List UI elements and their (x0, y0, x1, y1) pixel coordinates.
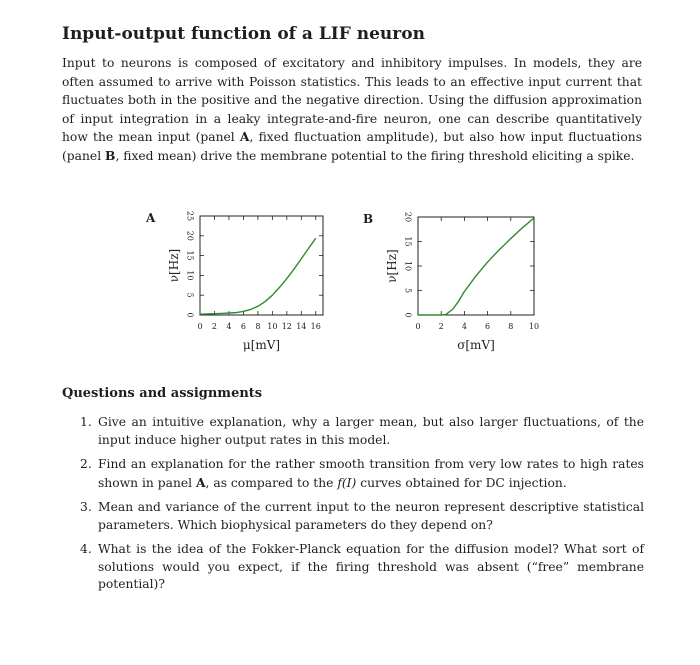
question-item (72, 456, 644, 492)
y-tick-label: 20 (185, 230, 195, 241)
question-item (72, 414, 644, 449)
y-tick-label: 10 (403, 260, 413, 272)
y-axis-label: ν[Hz] (385, 249, 399, 283)
y-axis-label: ν[Hz] (167, 248, 181, 283)
panel-label: A (146, 211, 156, 225)
x-tick-label: 10 (267, 322, 278, 331)
question-text-run: f(I) (337, 475, 357, 490)
x-tick-label: 6 (485, 322, 491, 331)
series-line (200, 238, 316, 314)
question-item (72, 499, 644, 534)
intro-run: , fixed fluctuation amplitude), but also how input fluctuations (panel (62, 130, 642, 163)
intro-run: B (105, 147, 116, 163)
question-text-run: What is the idea of the Fokker-Planck equation for the diffusion model? What sort of solutions would you expect, if the firing threshold was absent (“free” membrane potential)? (98, 542, 644, 591)
y-tick-label: 15 (185, 250, 195, 261)
intro-run: , fixed mean) drive the membrane potential to the firing threshold eliciting a spike. (115, 148, 635, 163)
questions-heading: Questions and assignments (62, 386, 263, 401)
question-text-run: Give an intuitive explanation, why a larger mean, but also larger fluctuations, of the input induce higher output rates in this model. (98, 415, 644, 447)
x-tick-label: 0 (197, 322, 203, 331)
y-tick-label: 5 (185, 292, 195, 298)
series-line (418, 218, 534, 315)
question-text-run: Find an explanation for the rather smooth transition from very low rates to high rates shown in panel (98, 457, 644, 490)
question-text-run: , as compared to the (205, 475, 338, 490)
page-title: Input-output function of a LIF neuron (62, 24, 425, 44)
x-tick-label: 0 (415, 322, 421, 331)
x-tick-label: 2 (438, 322, 444, 331)
x-tick-label: 2 (211, 322, 218, 331)
question-number: 1. (80, 415, 92, 429)
x-tick-label: 16 (310, 322, 321, 331)
x-tick-label: 14 (296, 322, 307, 331)
x-tick-label: 10 (528, 322, 540, 331)
y-tick-label: 15 (403, 236, 413, 247)
y-tick-label: 0 (403, 312, 413, 318)
plot-frame (418, 217, 534, 315)
x-tick-label: 6 (240, 322, 246, 331)
plot-frame (200, 216, 323, 315)
x-tick-label: 8 (255, 322, 261, 331)
intro-paragraph (62, 54, 642, 165)
y-tick-label: 10 (185, 270, 195, 281)
question-text-run: Mean and variance of the current input to the neuron represent descriptive statistical parameters. Which biophysical parameters do they depend on? (98, 500, 644, 532)
question-number: 4. (80, 542, 92, 556)
x-tick-label: 12 (281, 322, 292, 331)
x-tick-label: 8 (508, 322, 514, 331)
question-text-run: curves obtained for DC injection. (356, 475, 567, 490)
y-tick-label: 20 (403, 211, 413, 223)
x-axis-label: μ[mV] (242, 338, 281, 352)
y-tick-label: 0 (185, 312, 195, 318)
questions-list (72, 414, 644, 594)
panel-label: B (363, 212, 374, 226)
question-number: 3. (80, 500, 92, 514)
question-text-run: A (196, 474, 206, 490)
chart-panel-a (140, 205, 350, 365)
intro-run: Input to neurons is composed of excitatory and inhibitory impulses. In models, they are often assumed to arrive with Poisson statistics. This leads to an effective input current that fluctuates both in the positive and the negative direction. Using the diffusion approximation of input integration in a leaky integrate-and-fire neuron, one can describe quantitatively how the mean input (panel (62, 56, 642, 144)
intro-run: A (239, 129, 250, 144)
question-item (72, 541, 644, 594)
x-tick-label: 4 (226, 322, 232, 331)
chart-panel-b (355, 205, 555, 365)
y-tick-label: 5 (403, 287, 413, 294)
y-tick-label: 25 (185, 210, 195, 222)
x-tick-label: 4 (461, 322, 467, 331)
question-number: 2. (80, 457, 92, 471)
x-axis-label: σ[mV] (457, 338, 495, 352)
